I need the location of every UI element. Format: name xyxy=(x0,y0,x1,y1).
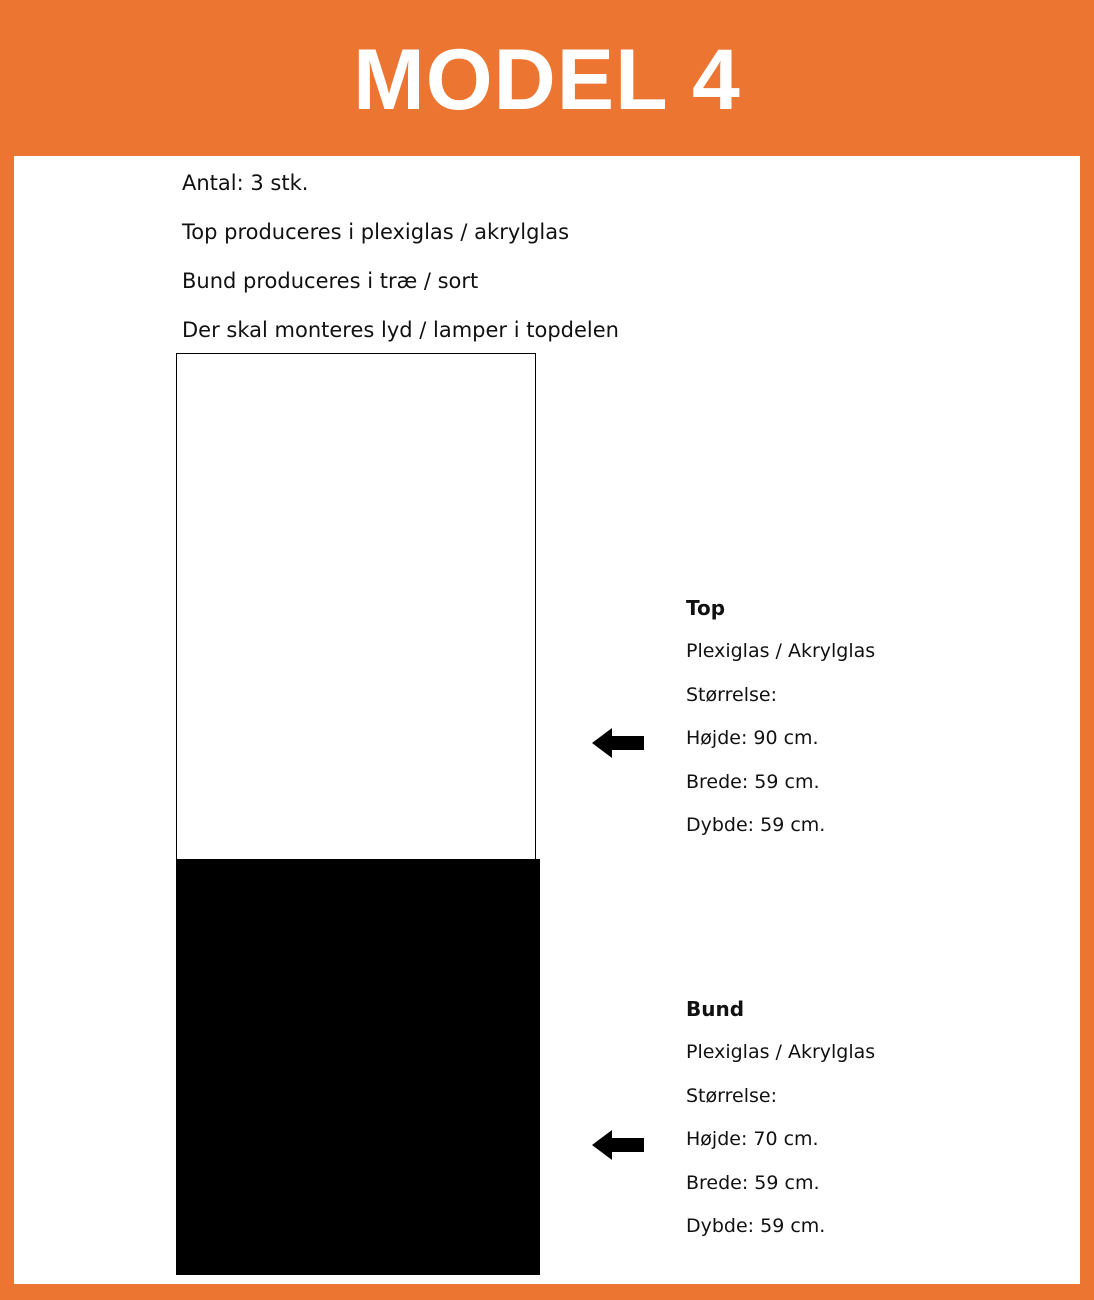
intro-list xyxy=(182,168,619,364)
bottom-spec-depth: Dybde: 59 cm. xyxy=(686,1214,826,1237)
intro-line-mounting: Der skal monteres lyd / lamper i topdelen xyxy=(182,318,619,342)
top-spec-list xyxy=(686,590,875,850)
intro-line-quantity: Antal: 3 stk. xyxy=(182,171,309,195)
bottom-spec-width: Brede: 59 cm. xyxy=(686,1171,820,1194)
top-spec-material: Plexiglas / Akrylglas xyxy=(686,640,876,663)
bottom-part-illustration xyxy=(176,859,540,1275)
top-part-illustration xyxy=(176,353,536,861)
top-spec-depth: Dybde: 59 cm. xyxy=(686,813,826,836)
top-spec-size-label: Størrelse: xyxy=(686,683,777,706)
bottom-spec-size-label: Størrelse: xyxy=(686,1084,777,1107)
top-spec-height: Højde: 90 cm. xyxy=(686,727,819,750)
content-panel xyxy=(14,156,1080,1284)
intro-line-bottom-material: Bund produceres i træ / sort xyxy=(182,269,479,293)
arrow-left-icon xyxy=(592,1130,644,1160)
page-title: MODEL 4 xyxy=(353,32,741,128)
top-spec-width: Brede: 59 cm. xyxy=(686,770,820,793)
header-bar xyxy=(0,0,1094,156)
top-spec-heading: Top xyxy=(686,596,726,620)
bottom-spec-material: Plexiglas / Akrylglas xyxy=(686,1041,876,1064)
bottom-spec-list xyxy=(686,991,875,1251)
arrow-left-icon xyxy=(592,728,644,758)
bottom-spec-height: Højde: 70 cm. xyxy=(686,1128,819,1151)
bottom-spec-heading: Bund xyxy=(686,997,745,1021)
intro-line-top-material: Top produceres i plexiglas / akrylglas xyxy=(182,220,570,244)
